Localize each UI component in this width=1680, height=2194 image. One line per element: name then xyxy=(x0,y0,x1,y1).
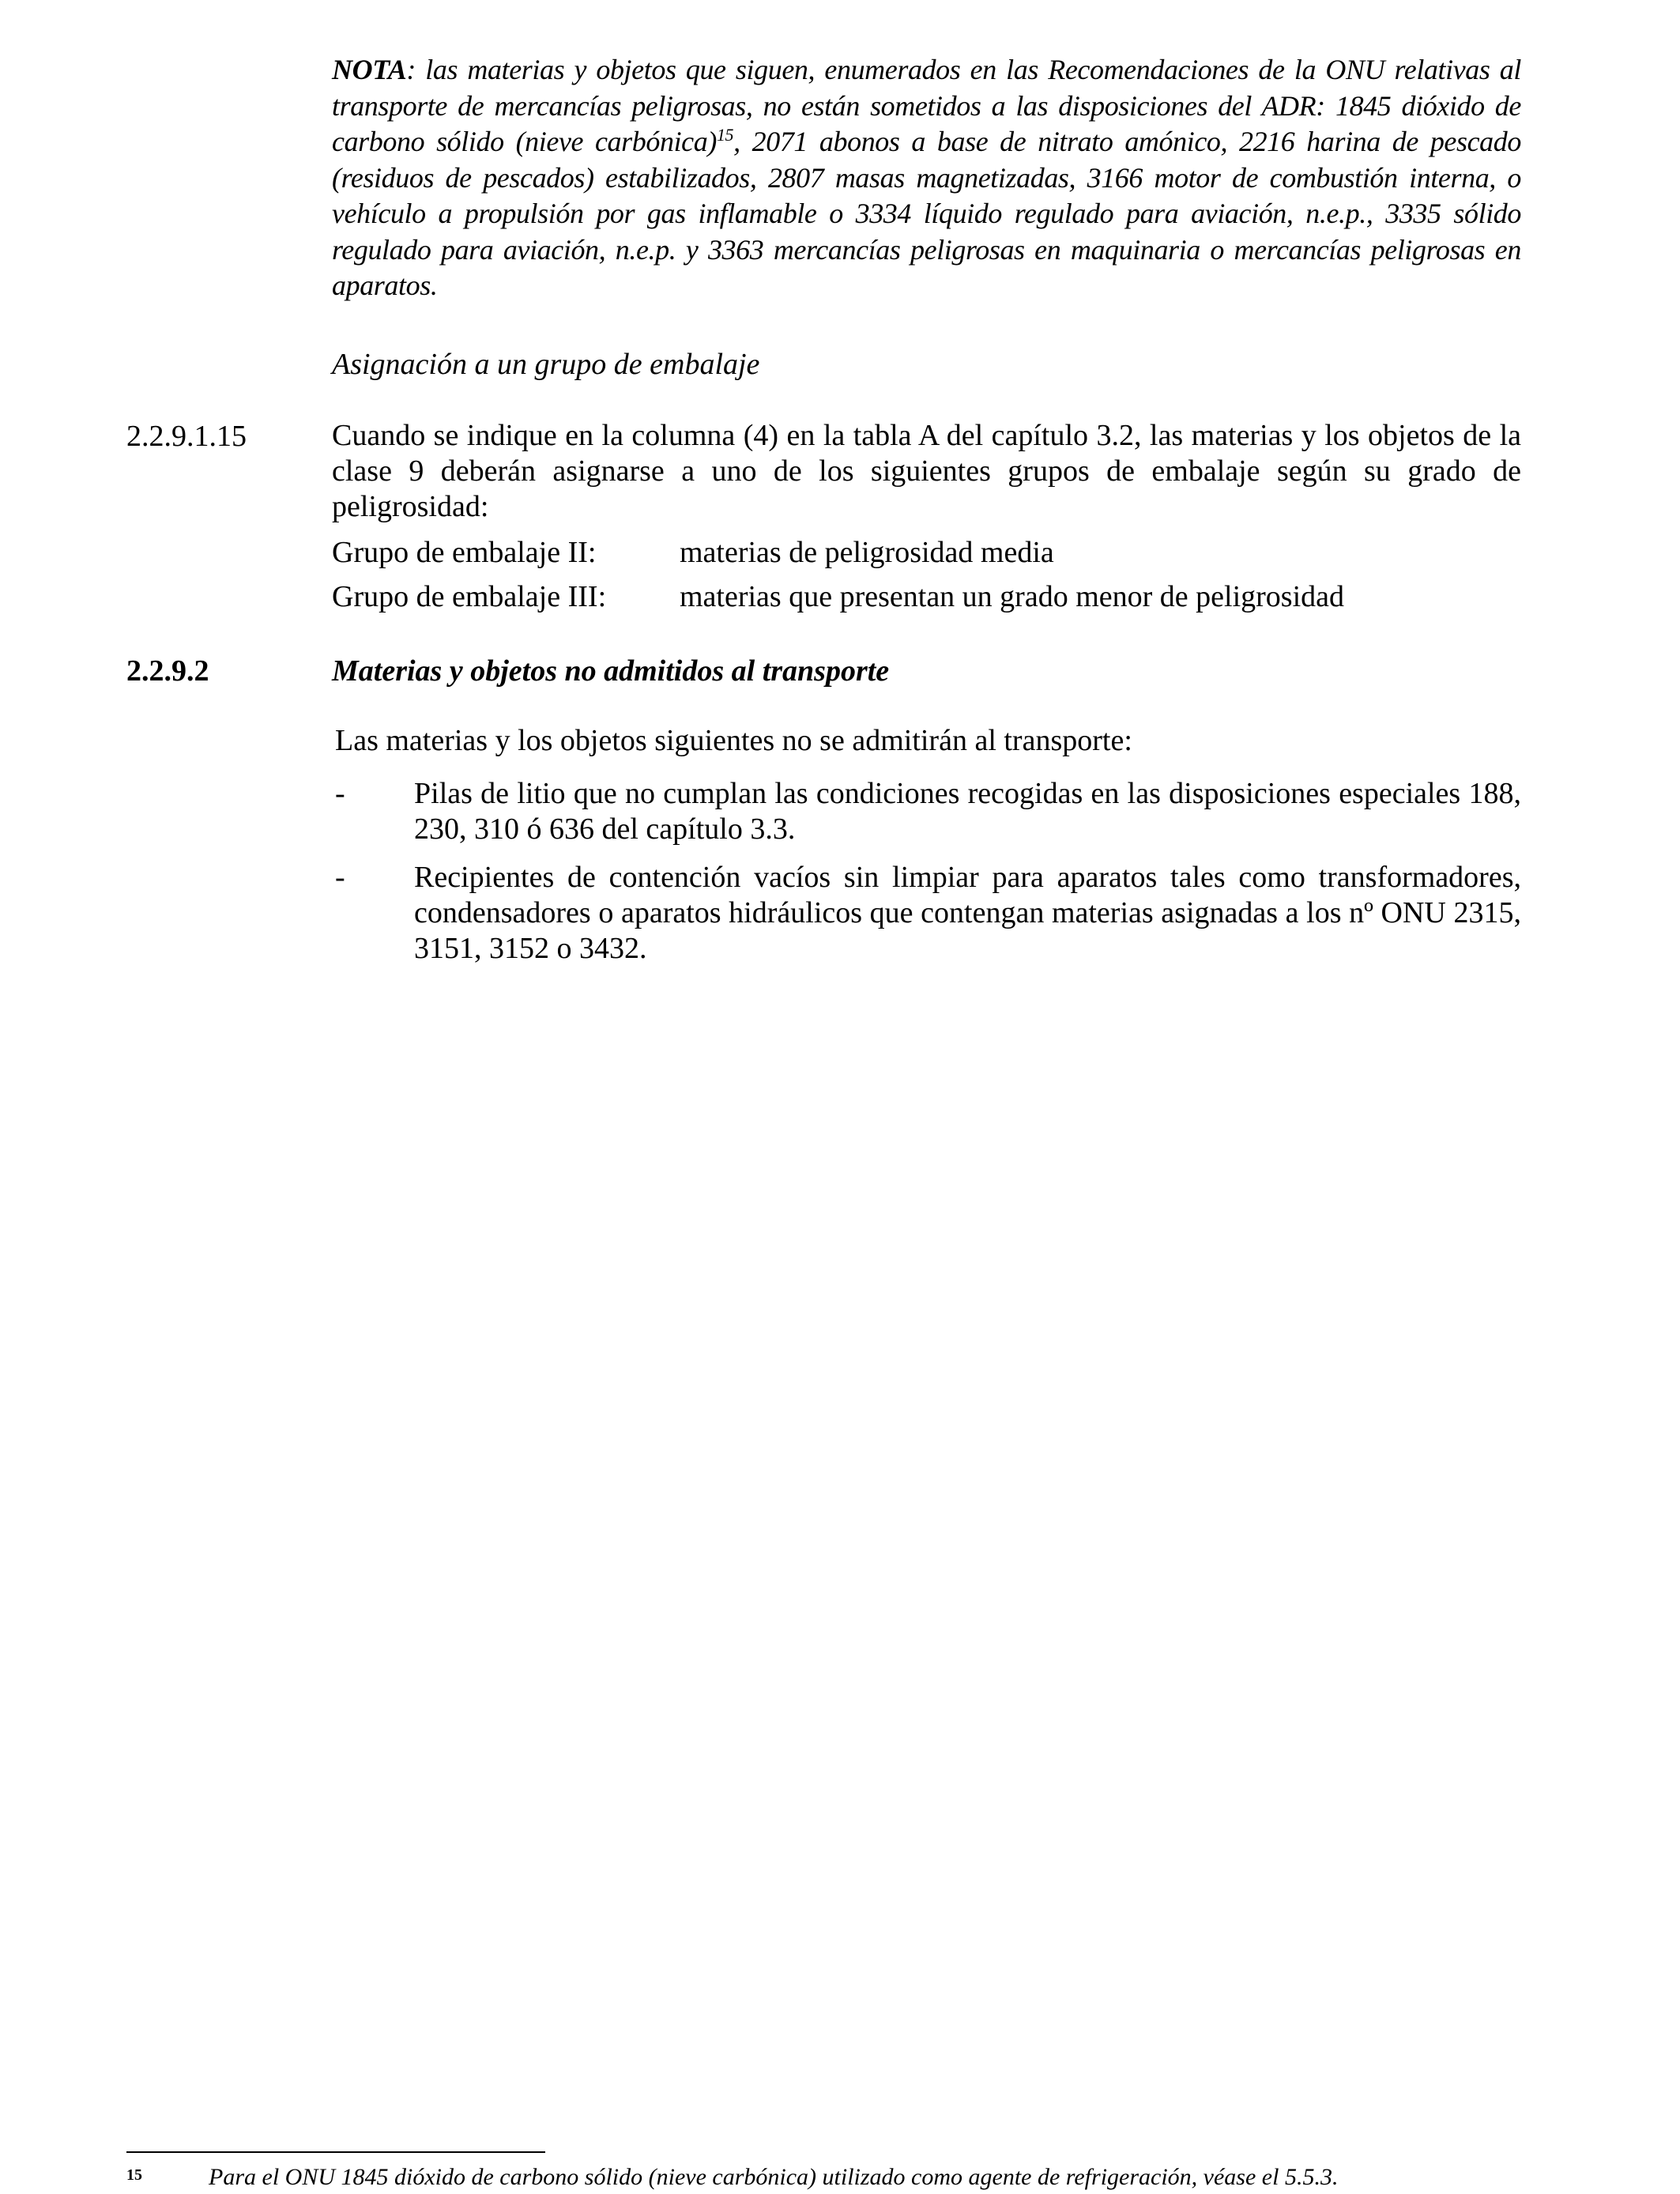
list-item xyxy=(335,860,1521,967)
nota-paragraph xyxy=(332,52,1521,304)
packing-group-row xyxy=(332,534,1054,571)
packing-group-label: Grupo de embalaje III: xyxy=(332,580,607,613)
section-2-2-9-2-title: Materias y objetos no admitidos al transporte xyxy=(332,654,890,688)
bullet-text: Recipientes de contención vacíos sin limpiar para aparatos tales como transformadores, condensadores o aparatos hidráulicos que contengan materias asignadas a los nº ONU 2315, 3151, 3152 o 3432. xyxy=(414,861,1521,965)
bullet-dash: - xyxy=(335,777,345,810)
subheading-packing-group: Asignación a un grupo de embalaje xyxy=(332,348,760,381)
bullet-dash: - xyxy=(335,861,345,894)
packing-group-label: Grupo de embalaje II: xyxy=(332,536,597,569)
section-number-2-2-9-2: 2.2.9.2 xyxy=(126,654,209,688)
bullet-text: Pilas de litio que no cumplan las condiciones recogidas en las disposiciones especiales 188, 230, 310 ó 636 del capítulo 3.3. xyxy=(414,777,1521,846)
nota-text-part2: , 2071 abonos a base de nitrato amónico, 2216 harina de pescado (residuos de pescados) estabilizados, 2807 masas magnetizadas, 3166 motor de combustión interna, o vehículo a propulsión por gas inflamable o 3334 líquido regulado para aviación, n.e.p., 3335 sólido regulado para aviación, n.e.p. y 3363 mercancías peligrosas en maquinaria o mercancías peligrosas en aparatos. xyxy=(332,126,1521,301)
list-item xyxy=(335,776,1521,847)
footnote-reference[interactable]: 15 xyxy=(716,125,734,145)
packing-group-description: materias que presentan un grado menor de peligrosidad xyxy=(680,580,1344,613)
footnote-number: 15 xyxy=(126,2166,142,2184)
nota-label: NOTA xyxy=(332,54,407,85)
footnote-text: Para el ONU 1845 dióxido de carbono sólido (nieve carbónica) utilizado como agente de refrigeración, véase el 5.5.3. xyxy=(209,2164,1339,2190)
packing-group-description: materias de peligrosidad media xyxy=(680,536,1054,569)
footnote-separator xyxy=(126,2151,545,2153)
section-number-2-2-9-1-15: 2.2.9.1.15 xyxy=(126,420,247,453)
section-2-2-9-1-15-text: Cuando se indique en la columna (4) en la tabla A del capítulo 3.2, las materias y los objetos de la clase 9 deberán asignarse a uno de los siguientes grupos de embalaje según su grado de peligrosidad: xyxy=(332,419,1521,523)
packing-group-row xyxy=(332,579,1344,615)
section-2-2-9-2-intro: Las materias y los objetos siguientes no se admitirán al transporte: xyxy=(335,724,1132,757)
nota-text-part1: : las materias y objetos que siguen, enumerados en las Recomendaciones de la ONU relativas al transporte de mercancías peligrosas, no están sometidos a las disposiciones del ADR: 1845 dióxido de carbono sólido (nieve carbónica) xyxy=(332,54,1521,157)
